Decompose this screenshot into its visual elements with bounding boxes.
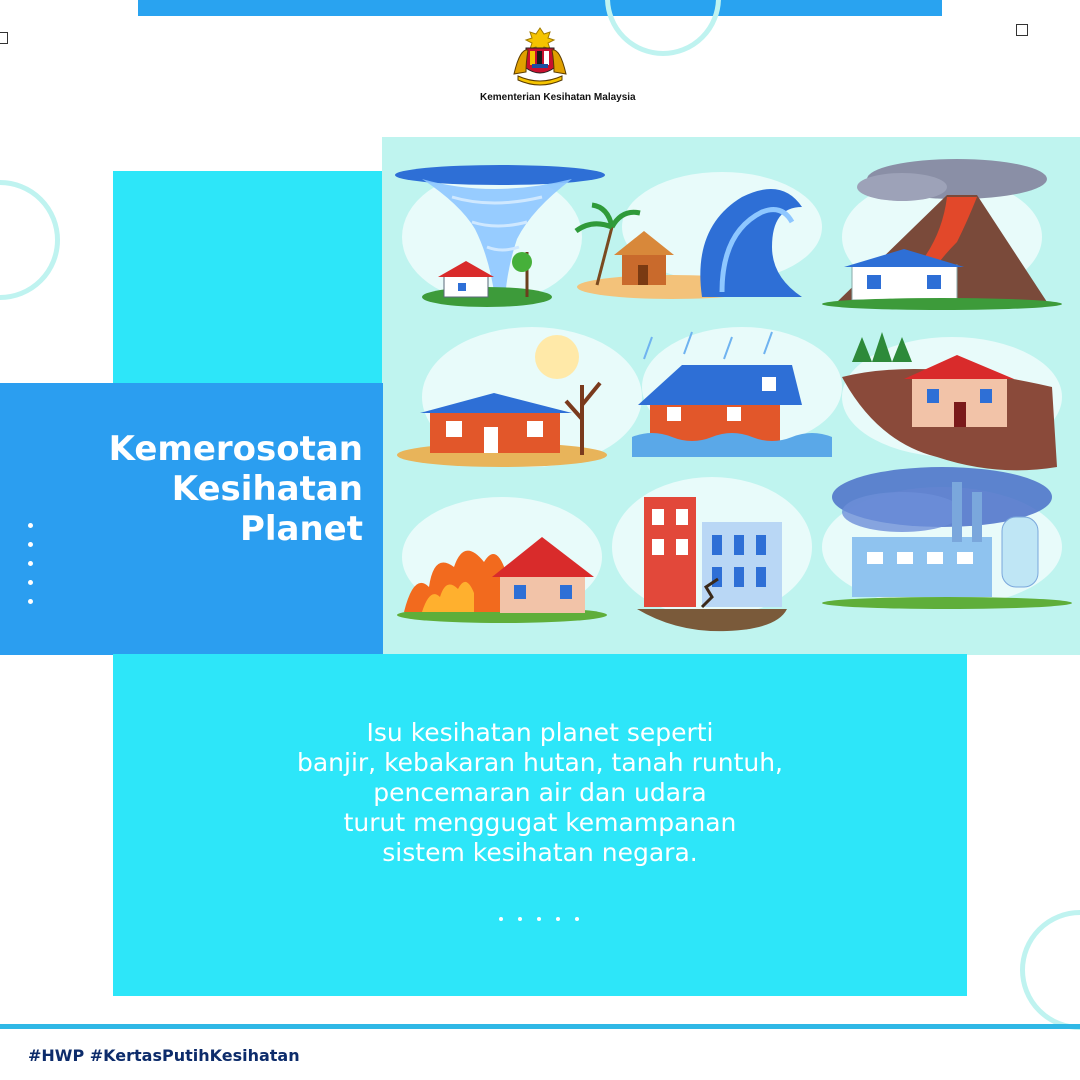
hashtags: #HWP #KertasPutihKesihatan (28, 1046, 300, 1065)
body-panel (113, 654, 967, 996)
title-panel (0, 383, 383, 655)
title-line: Planet (239, 509, 363, 549)
disaster-illustrations (382, 137, 1080, 655)
ministry-name: Kementerian Kesihatan Malaysia (480, 92, 636, 103)
body-line: banjir, kebakaran hutan, tanah runtuh, (296, 748, 784, 777)
cyan-accent-panel (113, 171, 383, 386)
bottom-divider (0, 1024, 1080, 1029)
top-accent-bar (138, 0, 942, 16)
body-line: turut menggugat kemampanan (343, 808, 737, 837)
corner-marker (1016, 24, 1028, 36)
decorative-ring (0, 180, 60, 300)
horizontal-dots-decoration (499, 906, 594, 925)
coat-of-arms-icon (500, 24, 580, 88)
page-title (23, 429, 363, 549)
decorative-ring (1020, 910, 1080, 1030)
corner-marker (0, 32, 8, 44)
body-line: pencemaran air dan udara (373, 778, 707, 807)
title-line: Kesihatan (171, 469, 363, 509)
body-line: Isu kesihatan planet seperti (366, 718, 714, 747)
vertical-dots-decoration (28, 523, 33, 618)
air-pollution-icon (822, 467, 1072, 609)
body-line: sistem kesihatan negara. (382, 838, 698, 867)
ministry-logo (480, 24, 636, 104)
title-line: Kemerosotan (108, 429, 363, 469)
body-text (113, 718, 967, 868)
decorative-ring (605, 0, 721, 56)
